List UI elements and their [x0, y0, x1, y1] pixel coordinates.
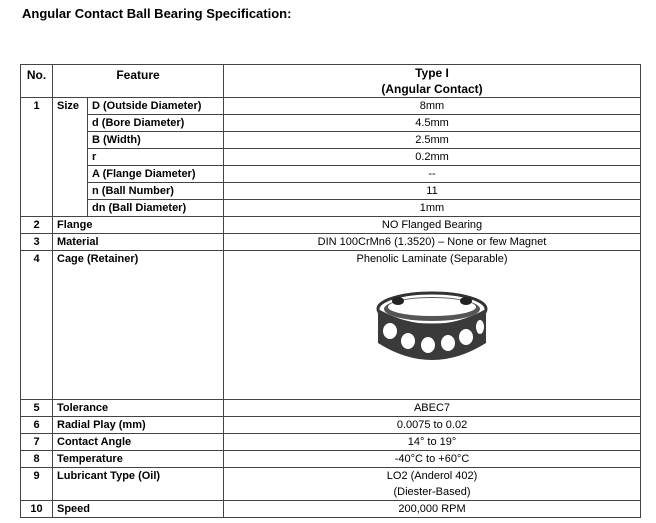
- size-param: n (Ball Number): [88, 183, 224, 200]
- lubricant-value: LO2 (Anderol 402): [386, 470, 478, 482]
- table-row: [21, 417, 641, 434]
- lubricant-base: (Diester-Based): [393, 486, 471, 498]
- table-row: [21, 200, 641, 217]
- header-type: [224, 65, 641, 98]
- size-value: 0.2mm: [224, 149, 641, 166]
- table-row: [21, 434, 641, 451]
- feature-label: Lubricant Type (Oil): [53, 468, 224, 501]
- feature-label: Tolerance: [53, 400, 224, 417]
- feature-value: 14° to 19°: [224, 434, 641, 451]
- table-row: [21, 166, 641, 183]
- table-row: [21, 217, 641, 234]
- cage-retainer-image: [372, 287, 492, 367]
- size-value: 1mm: [224, 200, 641, 217]
- feature-value: -40°C to +60°C: [224, 451, 641, 468]
- feature-value: [224, 468, 641, 501]
- feature-label: Speed: [53, 501, 224, 518]
- row-number: 5: [21, 400, 53, 417]
- size-param: A (Flange Diameter): [88, 166, 224, 183]
- header-type-line2: (Angular Contact): [381, 82, 483, 96]
- row-number: 4: [21, 251, 53, 400]
- size-value: 2.5mm: [224, 132, 641, 149]
- feature-label: Flange: [53, 217, 224, 234]
- table-row: [21, 132, 641, 149]
- feature-value: 0.0075 to 0.02: [224, 417, 641, 434]
- table-row: [21, 468, 641, 501]
- size-value: 8mm: [224, 98, 641, 115]
- size-value: 4.5mm: [224, 115, 641, 132]
- size-param: d (Bore Diameter): [88, 115, 224, 132]
- row-number: 7: [21, 434, 53, 451]
- row-number: 3: [21, 234, 53, 251]
- size-label: Size: [53, 98, 88, 217]
- header-feature: Feature: [53, 65, 224, 98]
- table-row: [21, 149, 641, 166]
- page-title: Angular Contact Ball Bearing Specification:: [22, 6, 292, 21]
- row-number: 1: [21, 98, 53, 217]
- feature-label: Radial Play (mm): [53, 417, 224, 434]
- feature-value: ABEC7: [224, 400, 641, 417]
- header-no: No.: [21, 65, 53, 98]
- row-number: 2: [21, 217, 53, 234]
- cage-cell: [228, 251, 636, 367]
- size-param: dn (Ball Diameter): [88, 200, 224, 217]
- header-row: [21, 65, 641, 98]
- feature-label: Temperature: [53, 451, 224, 468]
- row-number: 8: [21, 451, 53, 468]
- row-number: 9: [21, 468, 53, 501]
- table-row: [21, 183, 641, 200]
- size-param: r: [88, 149, 224, 166]
- size-param: B (Width): [88, 132, 224, 149]
- cage-description: Phenolic Laminate (Separable): [356, 253, 508, 265]
- feature-label: Material: [53, 234, 224, 251]
- header-type-line1: Type I: [415, 66, 449, 80]
- spec-table: [20, 64, 641, 518]
- size-param: D (Outside Diameter): [88, 98, 224, 115]
- feature-value: [224, 251, 641, 400]
- feature-value: DIN 100CrMn6 (1.3520) – None or few Magnet: [224, 234, 641, 251]
- table-row: [21, 501, 641, 518]
- table-row: [21, 98, 641, 115]
- table-row: [21, 251, 641, 400]
- feature-value: NO Flanged Bearing: [224, 217, 641, 234]
- table-row: [21, 400, 641, 417]
- table-row: [21, 115, 641, 132]
- row-number: 10: [21, 501, 53, 518]
- table-row: [21, 451, 641, 468]
- size-value: --: [224, 166, 641, 183]
- feature-label: Contact Angle: [53, 434, 224, 451]
- feature-label: Cage (Retainer): [53, 251, 224, 400]
- table-row: [21, 234, 641, 251]
- row-number: 6: [21, 417, 53, 434]
- feature-value: 200,000 RPM: [224, 501, 641, 518]
- size-value: 11: [224, 183, 641, 200]
